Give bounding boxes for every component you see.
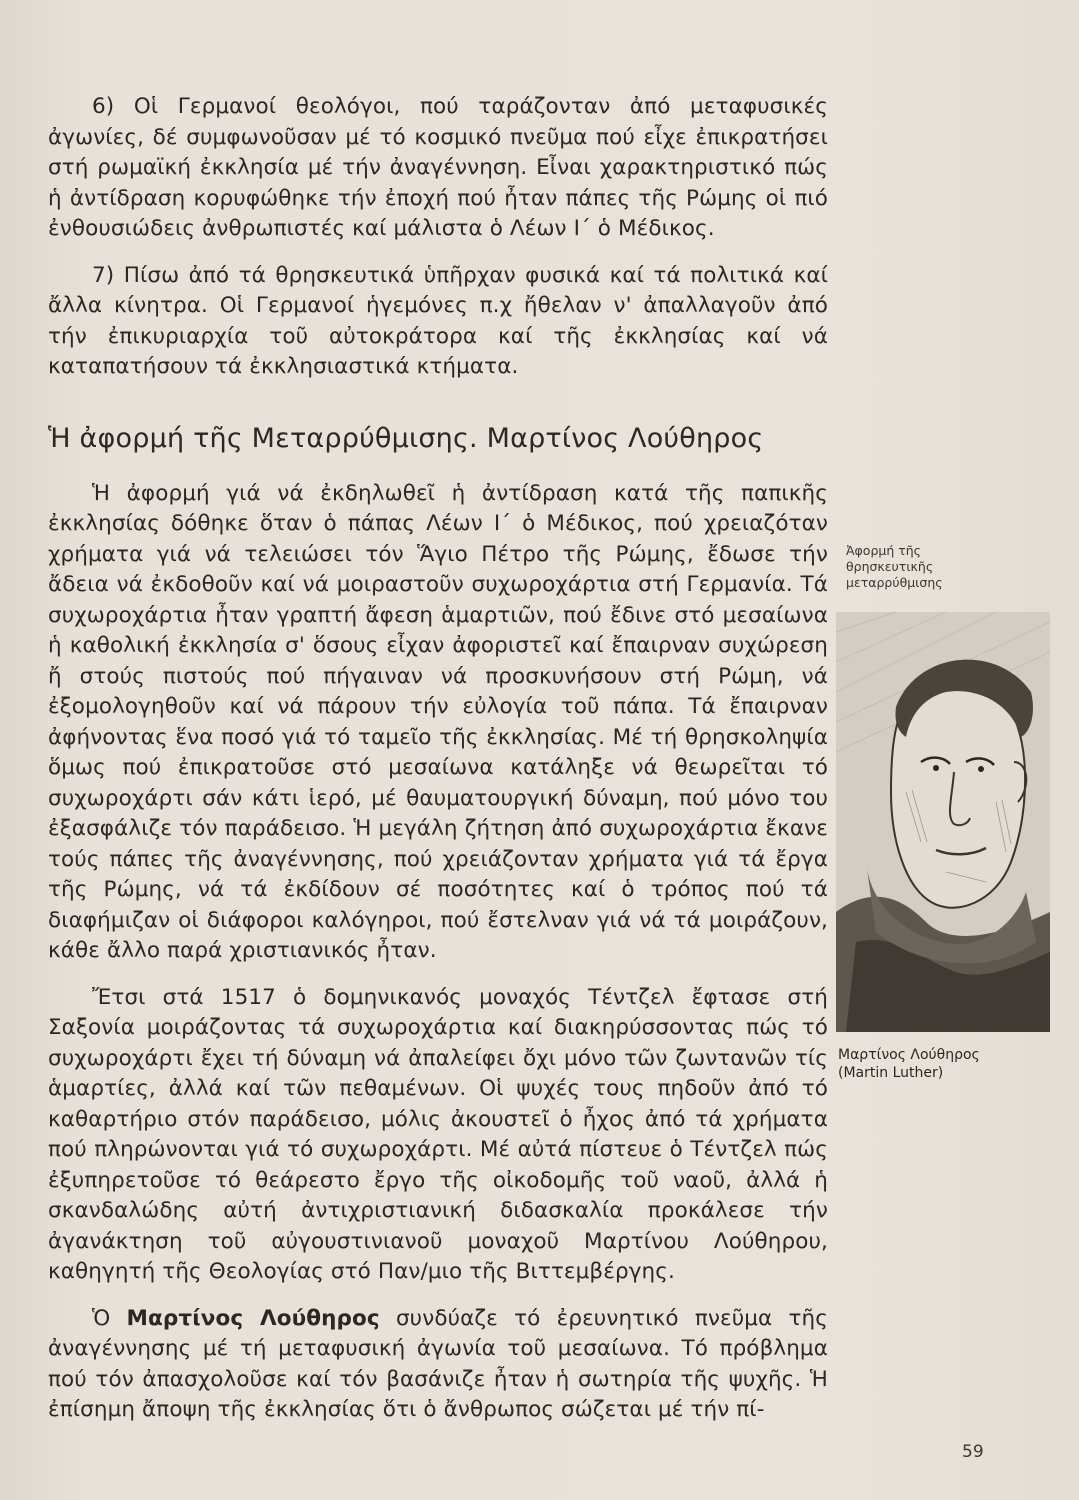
paragraph-6: 6) Οἱ Γερμανοί θεολόγοι, πού ταράζονταν ἀπό μεταφυσικές ἀγωνίες, δέ συμφωνοῦσαν μέ τό κοσμικό πνεῦμα πού εἶχε ἐπικρατήσει στή ρωμαϊκή ἐκκλησία μέ τήν ἀναγέννηση. Εἶναι χαρακτηριστικό πώς ἡ ἀντίδραση κορυφώθηκε τήν ἐποχή πού ἦταν πάπες τῆς Ρώμης οἱ πιό ἐνθουσιώδεις ἀνθρωπιστές καί μάλιστα ὁ Λέων Ι΄ ὁ Μέδικος. — [48, 94, 828, 241]
portrait-drawing — [836, 612, 1050, 1032]
portrait-caption — [838, 1046, 1058, 1082]
paragraph-7: 7) Πίσω ἀπό τά θρησκευτικά ὑπῆρχαν φυσικά καί τά πολιτικά καί ἄλλα κίνητρα. Οἱ Γερμανοί ἡγεμόνες π.χ ἤθελαν ν' ἀπαλλαγοῦν ἀπό τήν ἐπικυριαρχία τοῦ αὐτοκράτορα καί τῆς ἐκκλησίας καί νά καταπατήσουν τά ἐκκλησιαστικά κτήματα. — [48, 262, 828, 379]
luther-name-bold: Μαρτίνος Λούθηρος — [126, 1305, 380, 1331]
section-heading: Ἡ ἀφορμή τῆς Μεταρρύθμισης. Μαρτίνος Λούθηρος — [48, 422, 764, 454]
portrait-caption-latin: (Martin Luther) — [838, 1065, 944, 1081]
margin-note — [846, 543, 1056, 591]
margin-note-line: μεταρρύθμισης — [846, 575, 943, 590]
margin-note-line: Ἀφορμή τῆς — [846, 543, 922, 558]
paragraph-tetzel: Ἔτσι στά 1517 ὁ δομηνικανός μοναχός Τέντζελ ἔφτασε στή Σαξονία μοιράζοντας τά συχωροχάρτια καί διακηρύσσοντας πώς τό συχωροχάρτι ἔχει τή δύναμη νά ἀπαλείφει ὄχι μόνο τῶν ζωντανῶν τίς ἁμαρτίες, ἀλλά καί τῶν πεθαμένων. Οἱ ψυχές τους πηδοῦν ἀπό τό καθαρτήριο στόν παράδεισο, μόλις ἀκουστεῖ ὁ ἦχος ἀπό τά χρήματα πού πληρώνονται γιά τό συχωροχάρτι. Μέ αὐτά πίστευε ὁ Τέντζελ πώς ἐξυπηρετοῦσε τό θεάρεστο ἔργο τῆς οἰκοδομῆς τοῦ ναοῦ, ἀλλά ἡ σκανδαλώδης αὐτή ἀντιχριστιανική διδασκαλία προκάλεσε τήν ἀγανάκτηση τοῦ αὐγουστινιανοῦ μοναχοῦ Μαρτίνου Λούθηρου, καθηγητή τῆς Θεολογίας στό Παν/μιο τῆς Βιττεμβέργης. — [48, 984, 828, 1284]
luther-rest: συνδύαζε τό ἐρευνητικό πνεῦμα τῆς ἀναγέννησης μέ τή μεταφυσική ἀγωνία τοῦ μεσαίωνα. Τό πρόβλημα πού τόν ἀπασχολοῦσε καί τόν βασάνιζε ἦταν ἡ σωτηρία τῆς ψυχῆς. Ἡ ἐπίσημη ἄποψη τῆς ἐκκλησίας ὅτι ὁ ἄνθρωπος σώζεται μέ τήν πί- — [48, 1305, 828, 1422]
paragraph-luther — [48, 1304, 828, 1426]
portrait-caption-name: Μαρτίνος Λούθηρος — [838, 1047, 980, 1063]
page-number: 59 — [962, 1442, 984, 1462]
paragraph-indulgences: Ἡ ἀφορμή γιά νά ἐκδηλωθεῖ ἡ ἀντίδραση κατά τῆς παπικῆς ἐκκλησίας δόθηκε ὅταν ὁ πάπας Λέων Ι΄ ὁ Μέδικος, πού χρειαζόταν χρήματα γιά νά τελειώσει τόν Ἅγιο Πέτρο τῆς Ρώμης, ἔδωσε τήν ἄδεια νά ἐκδοθοῦν καί νά μοιραστοῦν συχωροχάρτια στή Γερμανία. Τά συχωροχάρτια ἦταν γραπτή ἄφεση ἁμαρτιῶν, πού ἔδινε στό μεσαίωνα ἡ καθολική ἐκκλησία σ' ὅσους εἶχαν ἀφοριστεῖ καί ἔπαιρναν συχώρεση ἤ στούς πιστούς πού πήγαιναν νά προσκυνήσουν στή Ρώμη, νά ἐξομολογηθοῦν καί νά πάρουν τήν εὐλογία τοῦ πάπα. Τά ἔπαιρναν ἀφήνοντας ἕνα ποσό γιά τό ταμεῖο τῆς ἐκκλησίας. Μέ τή θρησκοληψία ὅμως πού ἐπικρατοῦσε στό μεσαίωνα κατάληξε νά θεωρεῖται τό συχωροχάρτι σάν κάτι ἱερό, μέ θαυματουργική δύναμη, πού μόνο του ἐξασφάλιζε τόν παράδεισο. Ἡ μεγάλη ζήτηση ἀπό συχωροχάρτια ἔκανε τούς πάπες τῆς ἀναγέννησης, πού χρειάζονταν χρήματα γιά τά ἔργα τῆς Ρώμης, νά τά ἐκδίδουν σέ ποσότητες καί ὁ τρόπος πού τά διαφήμιζαν οἱ διάφοροι καλόγηροι, πού ἔστελναν γιά νά τά μοιράζουν, κάθε ἄλλο παρά χριστιανικός ἦταν. — [48, 480, 828, 963]
main-text-column — [48, 92, 828, 1442]
margin-note-line: θρησκευτικῆς — [846, 559, 934, 574]
luther-prefix: Ὁ — [92, 1305, 127, 1331]
luther-portrait — [836, 612, 1050, 1032]
